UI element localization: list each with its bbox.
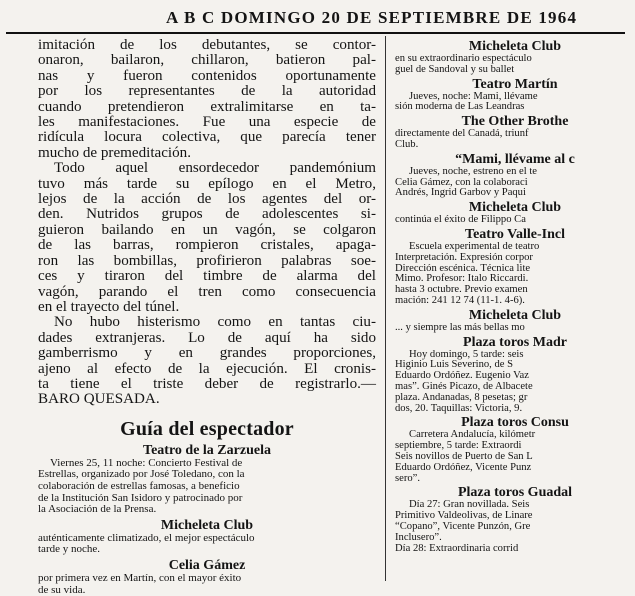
- guide-title: Guía del espectador: [38, 418, 376, 441]
- entry-line: colaboración de estrellas famosas, a beneficio: [38, 481, 376, 493]
- listing-line: Jueves, noche: Mami, llévame: [395, 92, 635, 103]
- entry-line: auténticamente climatizado, el mejor espectáculo: [38, 533, 376, 545]
- article-line: ta tiene el triste deber de registrarlo.—: [38, 377, 376, 392]
- listing-line: en su extraordinario espectáculo: [395, 54, 635, 65]
- article-line: den. Nutridos grupos de adolescentes si-: [38, 207, 376, 222]
- listing-title: Micheleta Club: [395, 39, 635, 54]
- listing-title: Micheleta Club: [395, 200, 635, 215]
- article-line: cuando pretendieron extralimitarse en ta-: [38, 100, 376, 115]
- article-line: ron las bombillas, profirieron palabras soe-: [38, 254, 376, 269]
- header-rule: [6, 32, 625, 34]
- entry-line: Viernes 25, 11 noche: Concierto Festival de: [38, 458, 376, 470]
- listings: [395, 39, 635, 554]
- listing-body: [395, 54, 635, 76]
- listing-title: Plaza toros Guadal: [395, 485, 635, 500]
- article-line: ces y tiraron del timbre de alarma del: [38, 269, 376, 284]
- entry-title: Celia Gámez: [38, 558, 376, 573]
- entry-body: [38, 573, 376, 596]
- listing-body: [395, 92, 635, 114]
- listing-line: sero”.: [395, 474, 635, 485]
- listing-body: [395, 215, 635, 226]
- listing-body: [395, 167, 635, 199]
- listing-line: Carretera Andalucía, kilómetr: [395, 430, 635, 441]
- listing-line: Jueves, noche, estreno en el te: [395, 167, 635, 178]
- entry-body: [38, 533, 376, 556]
- entry-line: la Asociación de la Prensa.: [38, 504, 376, 516]
- entry-body: [38, 458, 376, 516]
- article-line: gamberrismo y en grandes proporciones,: [38, 346, 376, 361]
- listing-line: hasta 3 octubre. Previo examen: [395, 285, 635, 296]
- article-line: lejos de la acción de los agentes del or-: [38, 192, 376, 207]
- article-line: dades extranjeras. Lo de aquí ha sido: [38, 331, 376, 346]
- left-column: [38, 38, 376, 575]
- listing-title: Teatro Martín: [395, 77, 635, 92]
- article-line: vagón, parando el tren como consecuencia: [38, 285, 376, 300]
- article-line: onaron, bailaron, chillaron, batieron pal-: [38, 53, 376, 68]
- article-line: nas y fueron contenidos oportunamente: [38, 69, 376, 84]
- listing-title: Micheleta Club: [395, 308, 635, 323]
- article-line: Todo aquel ensordecedor pandemónium: [38, 161, 376, 176]
- article-line: les manifestaciones. Fue una especie de: [38, 115, 376, 130]
- entry-line: de la Institución San Isidoro y patrocinado por: [38, 493, 376, 505]
- listing-line: Seis novillos de Puerto de San L: [395, 452, 635, 463]
- listing-title: The Other Brothe: [395, 114, 635, 129]
- guide-entries: [38, 443, 376, 596]
- listing-line: Primitivo Valdeolivas, de Linare: [395, 511, 635, 522]
- listing-line: plaza. Andanadas, 8 pesetas; gr: [395, 393, 635, 404]
- listing-line: guel de Sandoval y su ballet: [395, 65, 635, 76]
- listing-line: septiembre, 5 tarde: Extraordi: [395, 441, 635, 452]
- listing-line: Eduardo Ordóñez. Eugenio Vaz: [395, 371, 635, 382]
- article-line: No hubo histerismo como en tantas ciu-: [38, 315, 376, 330]
- listing-line: ... y siempre las más bellas mo: [395, 323, 635, 334]
- article-line: mucho de premeditación.: [38, 146, 376, 161]
- listing-line: Higinio Luis Severino, de S: [395, 360, 635, 371]
- listing-line: sión moderna de Las Leandras: [395, 102, 635, 113]
- listing-line: Hoy domingo, 5 tarde: seis: [395, 350, 635, 361]
- entry-title: Teatro de la Zarzuela: [38, 443, 376, 458]
- listing-title: “Mami, llévame al c: [395, 152, 635, 167]
- listing-line: continúa el éxito de Filippo Ca: [395, 215, 635, 226]
- listing-line: Día 27: Gran novillada. Seis: [395, 500, 635, 511]
- listing-line: Mimo. Profesor: Italo Riccardi.: [395, 274, 635, 285]
- entry-line: tarde y noche.: [38, 544, 376, 556]
- listing-line: directamente del Canadá, triunf: [395, 129, 635, 140]
- article-line: guieron bailando en un vagón, se colgaron: [38, 223, 376, 238]
- listing-line: Día 28: Extraordinaria corrid: [395, 544, 635, 555]
- listing-body: [395, 129, 635, 151]
- article-line: en el trayecto del túnel.: [38, 300, 376, 315]
- listing-line: Dirección escénica. Técnica lite: [395, 264, 635, 275]
- listing-line: Andrés, Ingrid Garbov y Paqui: [395, 188, 635, 199]
- article-line: de las barras, rompieron cristales, apaga-: [38, 238, 376, 253]
- listing-line: mación: 241 12 74 (11-1. 4-6).: [395, 296, 635, 307]
- listing-body: [395, 242, 635, 307]
- page-header: [0, 0, 625, 34]
- listing-body: [395, 500, 635, 554]
- entry-line: de su vida.: [38, 585, 376, 596]
- article-line: ajeno al efecto de la ejecución. El cronis-: [38, 362, 376, 377]
- article-line: por los representantes de la autoridad: [38, 84, 376, 99]
- article-line: tuvo más tarde su epílogo en el Metro,: [38, 177, 376, 192]
- listing-line: Interpretación. Expresión corpor: [395, 253, 635, 264]
- header-text: A B C DOMINGO 20 DE SEPTIEMBRE DE 1964: [166, 8, 577, 28]
- listing-line: mas”. Ginés Picazo, de Albacete: [395, 382, 635, 393]
- article-line: BARO QUESADA.: [38, 392, 376, 407]
- entry-line: por primera vez en Martín, con el mayor éxito: [38, 573, 376, 585]
- entry-title: Micheleta Club: [38, 518, 376, 533]
- listing-line: Inclusero”.: [395, 533, 635, 544]
- listing-body: [395, 350, 635, 415]
- listing-line: Celia Gámez, con la colaboraci: [395, 178, 635, 189]
- right-column: [395, 38, 635, 575]
- article-text: [38, 38, 376, 408]
- listing-title: Teatro Valle-Incl: [395, 227, 635, 242]
- listing-line: dos, 20. Taquillas: Victoria, 9.: [395, 404, 635, 415]
- column-divider: [385, 36, 386, 581]
- article-line: ridícula locura colectiva, que parecía tener: [38, 130, 376, 145]
- listing-line: “Copano”, Vicente Punzón, Gre: [395, 522, 635, 533]
- listing-title: Plaza toros Madr: [395, 335, 635, 350]
- listing-body: [395, 323, 635, 334]
- listing-line: Eduardo Ordóñez, Vicente Punz: [395, 463, 635, 474]
- listing-line: Escuela experimental de teatro: [395, 242, 635, 253]
- entry-line: Estrellas, organizado por José Toledano, con la: [38, 469, 376, 481]
- article-line: imitación de los debutantes, se contor-: [38, 38, 376, 53]
- listing-line: Club.: [395, 140, 635, 151]
- listing-body: [395, 430, 635, 484]
- listing-title: Plaza toros Consu: [395, 415, 635, 430]
